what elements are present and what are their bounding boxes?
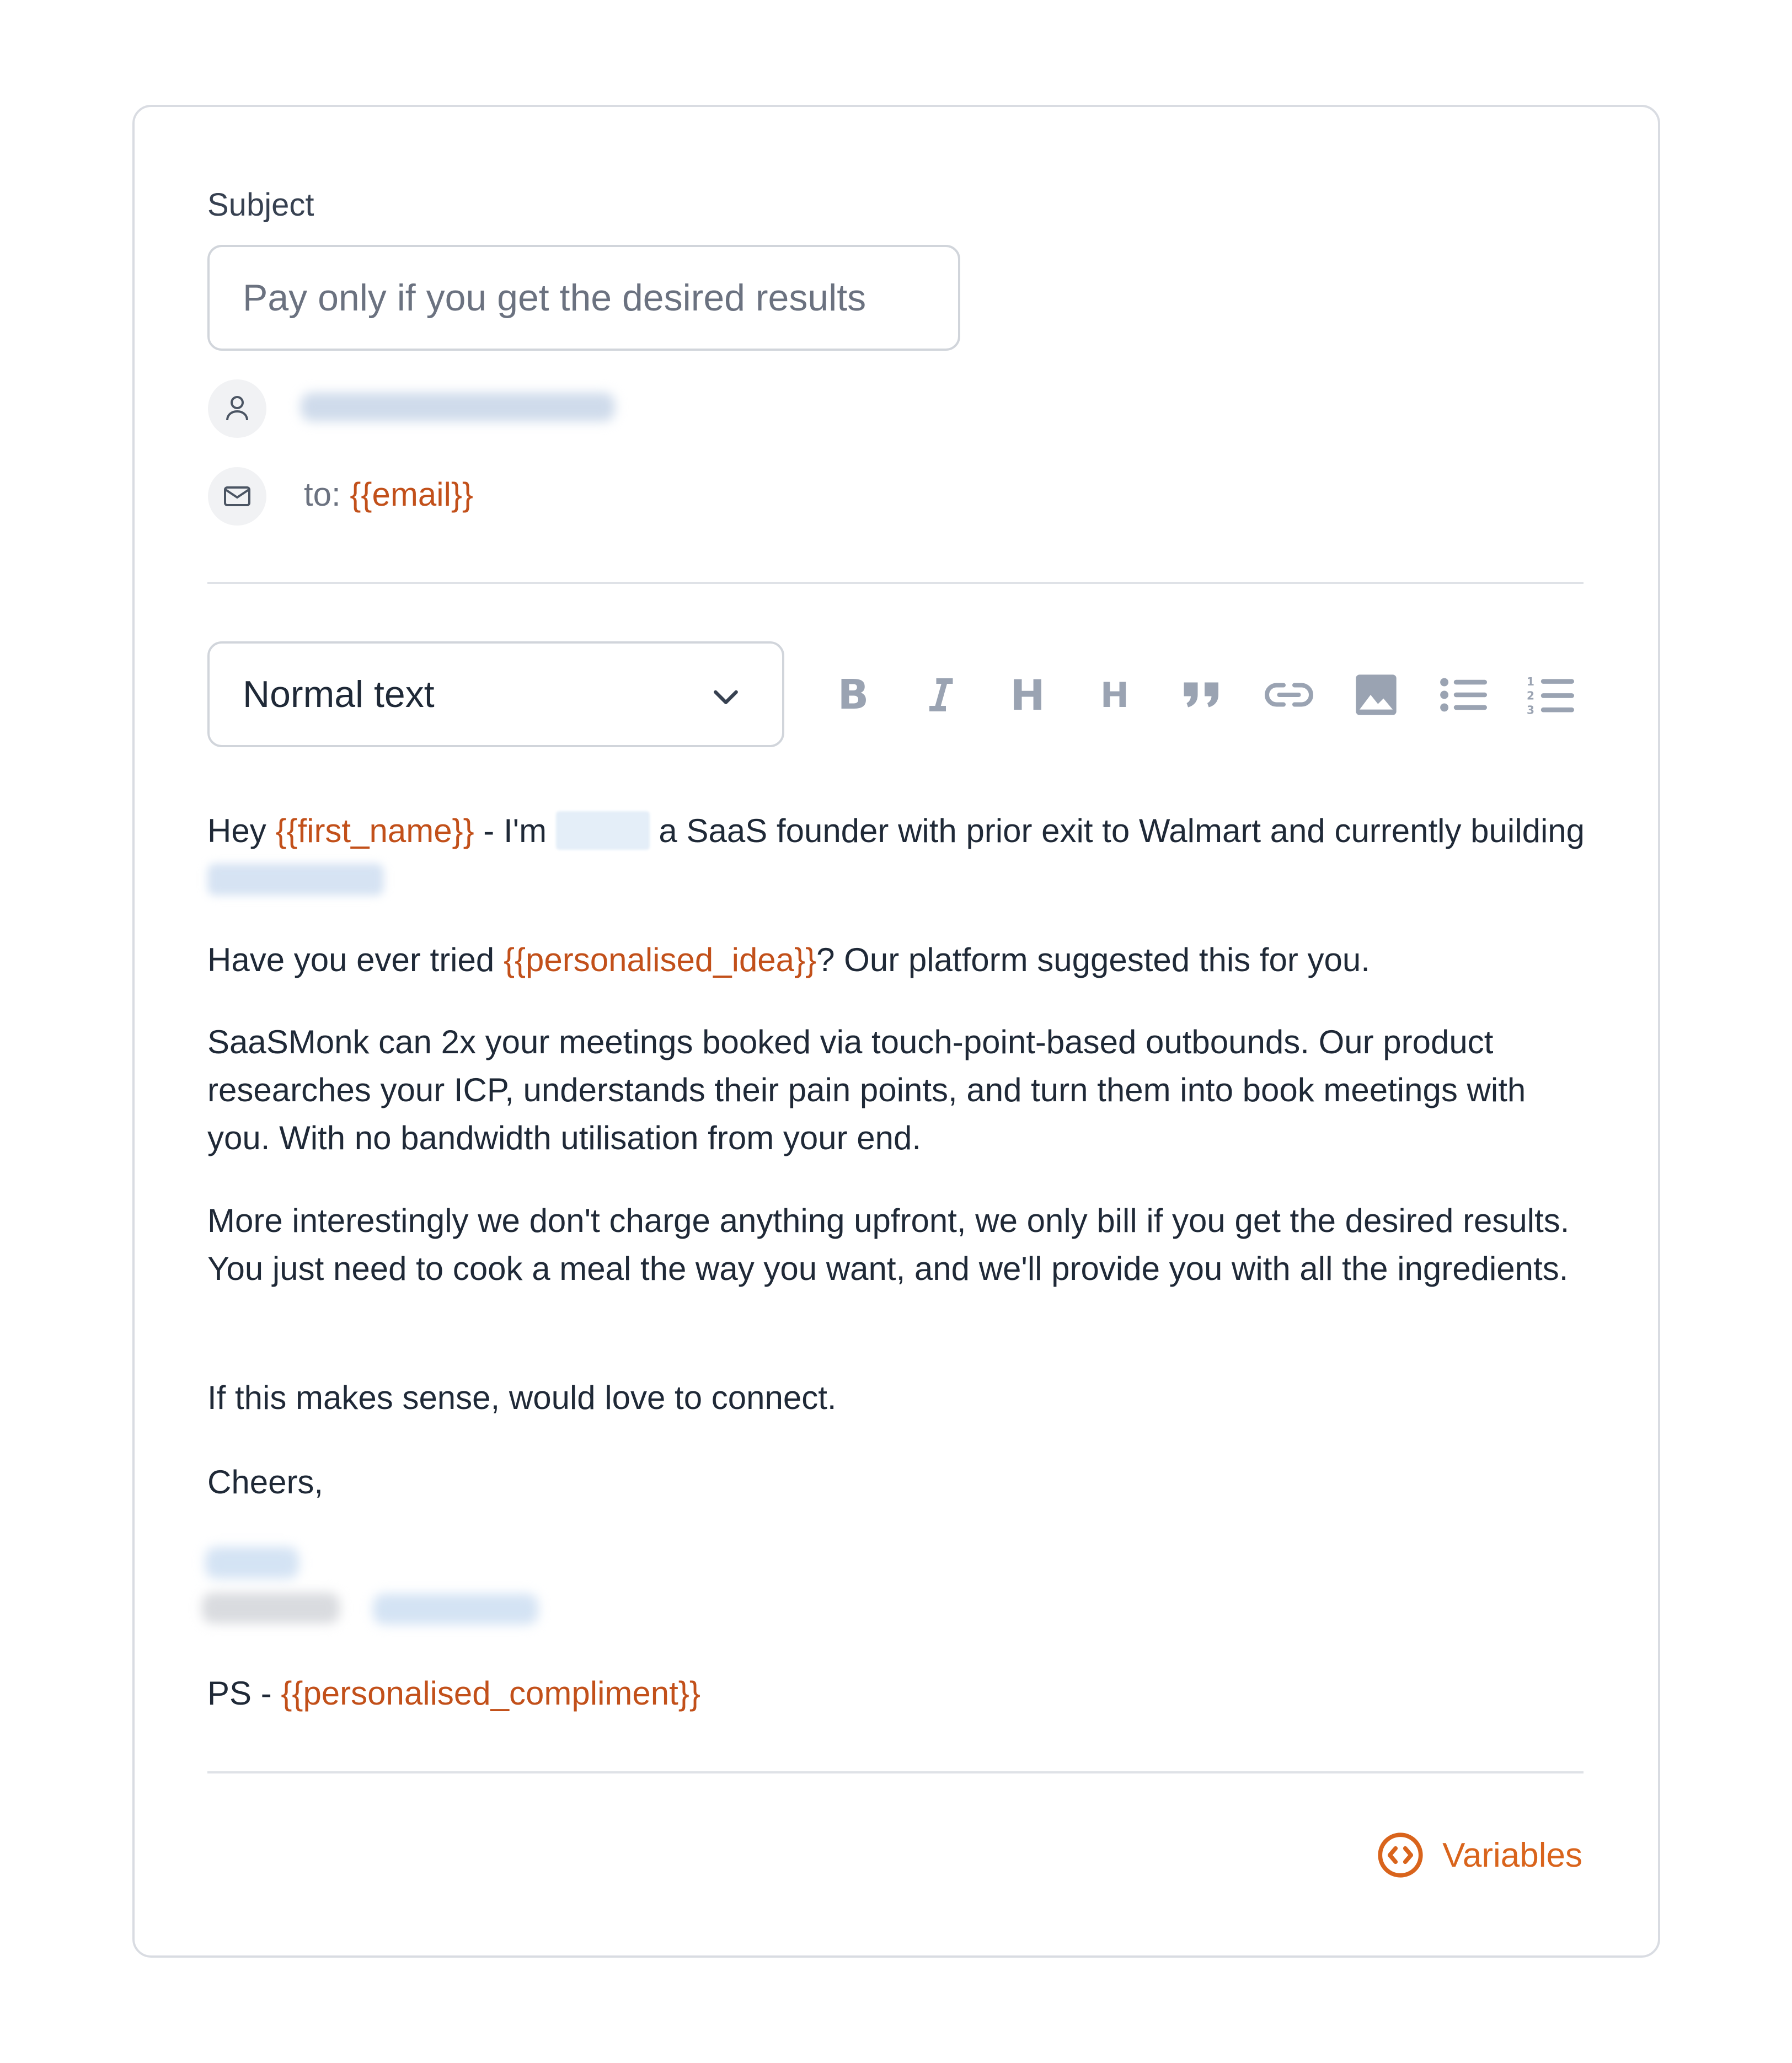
bold-icon: B bbox=[837, 671, 869, 719]
heading-1-button[interactable] bbox=[997, 665, 1058, 725]
variables-button[interactable] bbox=[1377, 1832, 1582, 1878]
text-style-select[interactable] bbox=[207, 641, 784, 747]
body-text: If this makes sense, would love to connect. bbox=[207, 1379, 837, 1416]
numbered-list-icon bbox=[1527, 674, 1574, 716]
italic-button[interactable] bbox=[910, 665, 971, 725]
subject-label: Subject bbox=[207, 187, 314, 223]
signature-name-redacted bbox=[205, 1547, 299, 1579]
body-text: Hey bbox=[207, 812, 276, 849]
recipient-icon-bg bbox=[208, 467, 266, 526]
body-text: More interestingly we don't charge anything upfront, we only bill if you get the desired results. You just need to cook a meal the way you want, and we'll provide you with all the ingredients. bbox=[207, 1202, 1570, 1287]
image-icon bbox=[1354, 673, 1398, 717]
body-ps[interactable] bbox=[207, 1669, 1586, 1717]
footer-divider bbox=[207, 1771, 1584, 1773]
blockquote-button[interactable] bbox=[1172, 665, 1232, 725]
subject-value: Pay only if you get the desired results bbox=[243, 277, 866, 319]
body-text: Cheers, bbox=[207, 1464, 324, 1501]
link-icon bbox=[1264, 681, 1314, 709]
body-paragraph-4[interactable] bbox=[207, 1197, 1586, 1293]
body-paragraph-3[interactable] bbox=[207, 1018, 1586, 1162]
link-button[interactable] bbox=[1259, 665, 1319, 725]
user-icon bbox=[225, 395, 249, 422]
recipient-variable[interactable]: {{email}} bbox=[350, 476, 473, 513]
body-text: ? Our platform suggested this for you. bbox=[816, 941, 1370, 978]
svg-text:1: 1 bbox=[1527, 674, 1534, 688]
personalised-compliment-variable[interactable]: {{personalised_compliment}} bbox=[281, 1675, 700, 1712]
heading-2-icon: H bbox=[1100, 674, 1129, 715]
svg-text:2: 2 bbox=[1527, 689, 1534, 703]
sender-avatar bbox=[208, 379, 266, 438]
subject-input[interactable] bbox=[207, 245, 960, 351]
sender-email-redacted bbox=[301, 393, 615, 421]
name-redacted bbox=[556, 811, 650, 850]
body-text: SaaSMonk can 2x your meetings booked via touch-point-based outbounds. Our product researches your ICP, understands their pain points, and turn them into book meetings with you. With no bandwidth utilisation from your end. bbox=[207, 1024, 1526, 1156]
quote-icon bbox=[1183, 680, 1221, 709]
heading-2-button[interactable] bbox=[1084, 665, 1145, 725]
image-button[interactable] bbox=[1346, 665, 1406, 725]
body-paragraph-2[interactable] bbox=[207, 936, 1586, 984]
body-paragraph-6[interactable] bbox=[207, 1458, 1586, 1506]
chevron-down-icon bbox=[708, 679, 743, 714]
body-text: - I'm bbox=[474, 812, 556, 849]
body-text: a SaaS founder with prior exit to Walmart and currently building bbox=[649, 812, 1585, 849]
mail-icon bbox=[223, 485, 251, 507]
bullet-list-icon bbox=[1440, 676, 1487, 714]
body-text: Have you ever tried bbox=[207, 941, 504, 978]
heading-1-icon: H bbox=[1010, 670, 1045, 720]
header-divider bbox=[207, 582, 1584, 584]
bullet-list-button[interactable] bbox=[1433, 665, 1494, 725]
body-paragraph-1[interactable] bbox=[207, 807, 1586, 903]
signature-title-redacted bbox=[202, 1593, 340, 1623]
numbered-list-button[interactable] bbox=[1520, 665, 1581, 725]
bold-button[interactable] bbox=[823, 665, 884, 725]
code-variable-icon bbox=[1377, 1832, 1424, 1878]
recipient-line bbox=[304, 475, 473, 513]
company-redacted bbox=[207, 864, 384, 896]
body-paragraph-5[interactable] bbox=[207, 1374, 1586, 1422]
body-text: PS - bbox=[207, 1675, 281, 1712]
personalised-idea-variable[interactable]: {{personalised_idea}} bbox=[503, 941, 817, 978]
italic-icon bbox=[924, 676, 957, 714]
variables-label: Variables bbox=[1442, 1836, 1582, 1874]
recipient-prefix: to: bbox=[304, 476, 341, 513]
signature-company-redacted bbox=[373, 1594, 538, 1625]
text-style-value: Normal text bbox=[243, 673, 435, 715]
svg-text:3: 3 bbox=[1527, 703, 1534, 716]
first-name-variable[interactable]: {{first_name}} bbox=[275, 812, 474, 849]
